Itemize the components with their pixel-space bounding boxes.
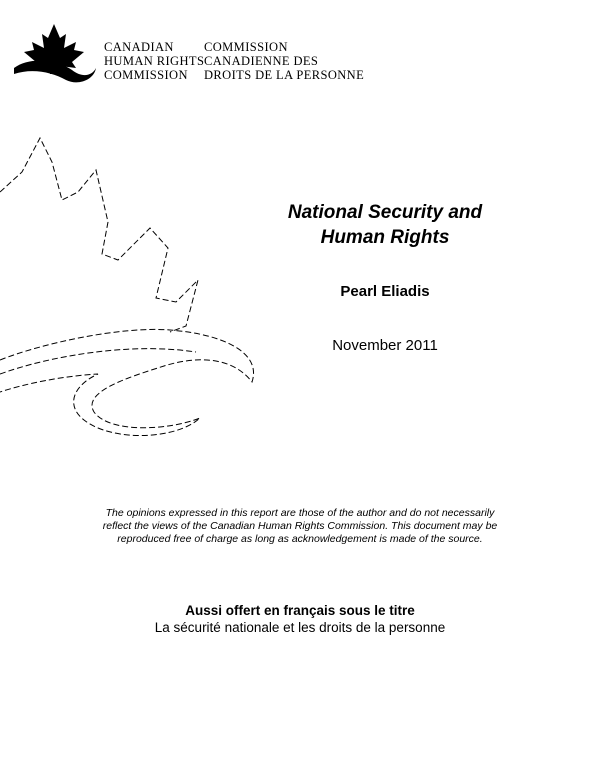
- report-title: [250, 200, 520, 250]
- report-title-line: Human Rights: [320, 227, 450, 248]
- org-line: COMMISSION: [104, 68, 188, 82]
- disclaimer: [60, 507, 540, 546]
- disclaimer-line: reproduced free of charge as long as acknowledgement is made of the source.: [117, 533, 483, 545]
- report-author: Pearl Eliadis: [340, 283, 430, 300]
- org-name-french: [204, 40, 364, 82]
- french-version-title: La sécurité nationale et les droits de la personne: [154, 620, 446, 635]
- disclaimer-line: reflect the views of the Canadian Human Rights Commission. This document may be: [102, 520, 498, 532]
- french-version-label: Aussi offert en français sous le titre: [185, 603, 415, 618]
- org-line: CANADIENNE DES: [204, 54, 319, 68]
- report-title-line: National Security and: [287, 202, 483, 223]
- report-date: November 2011: [332, 337, 438, 354]
- org-line: DROITS DE LA PERSONNE: [204, 68, 365, 82]
- maple-leaf-logo-icon: [12, 22, 98, 86]
- disclaimer-line: The opinions expressed in this report are those of the author and do not necessarily: [105, 507, 495, 519]
- org-line: COMMISSION: [204, 40, 288, 54]
- org-line: HUMAN RIGHTS: [104, 54, 205, 68]
- org-name-english: [104, 40, 204, 82]
- maple-leaf-outline-icon: [0, 130, 270, 450]
- org-line: CANADIAN: [104, 40, 174, 54]
